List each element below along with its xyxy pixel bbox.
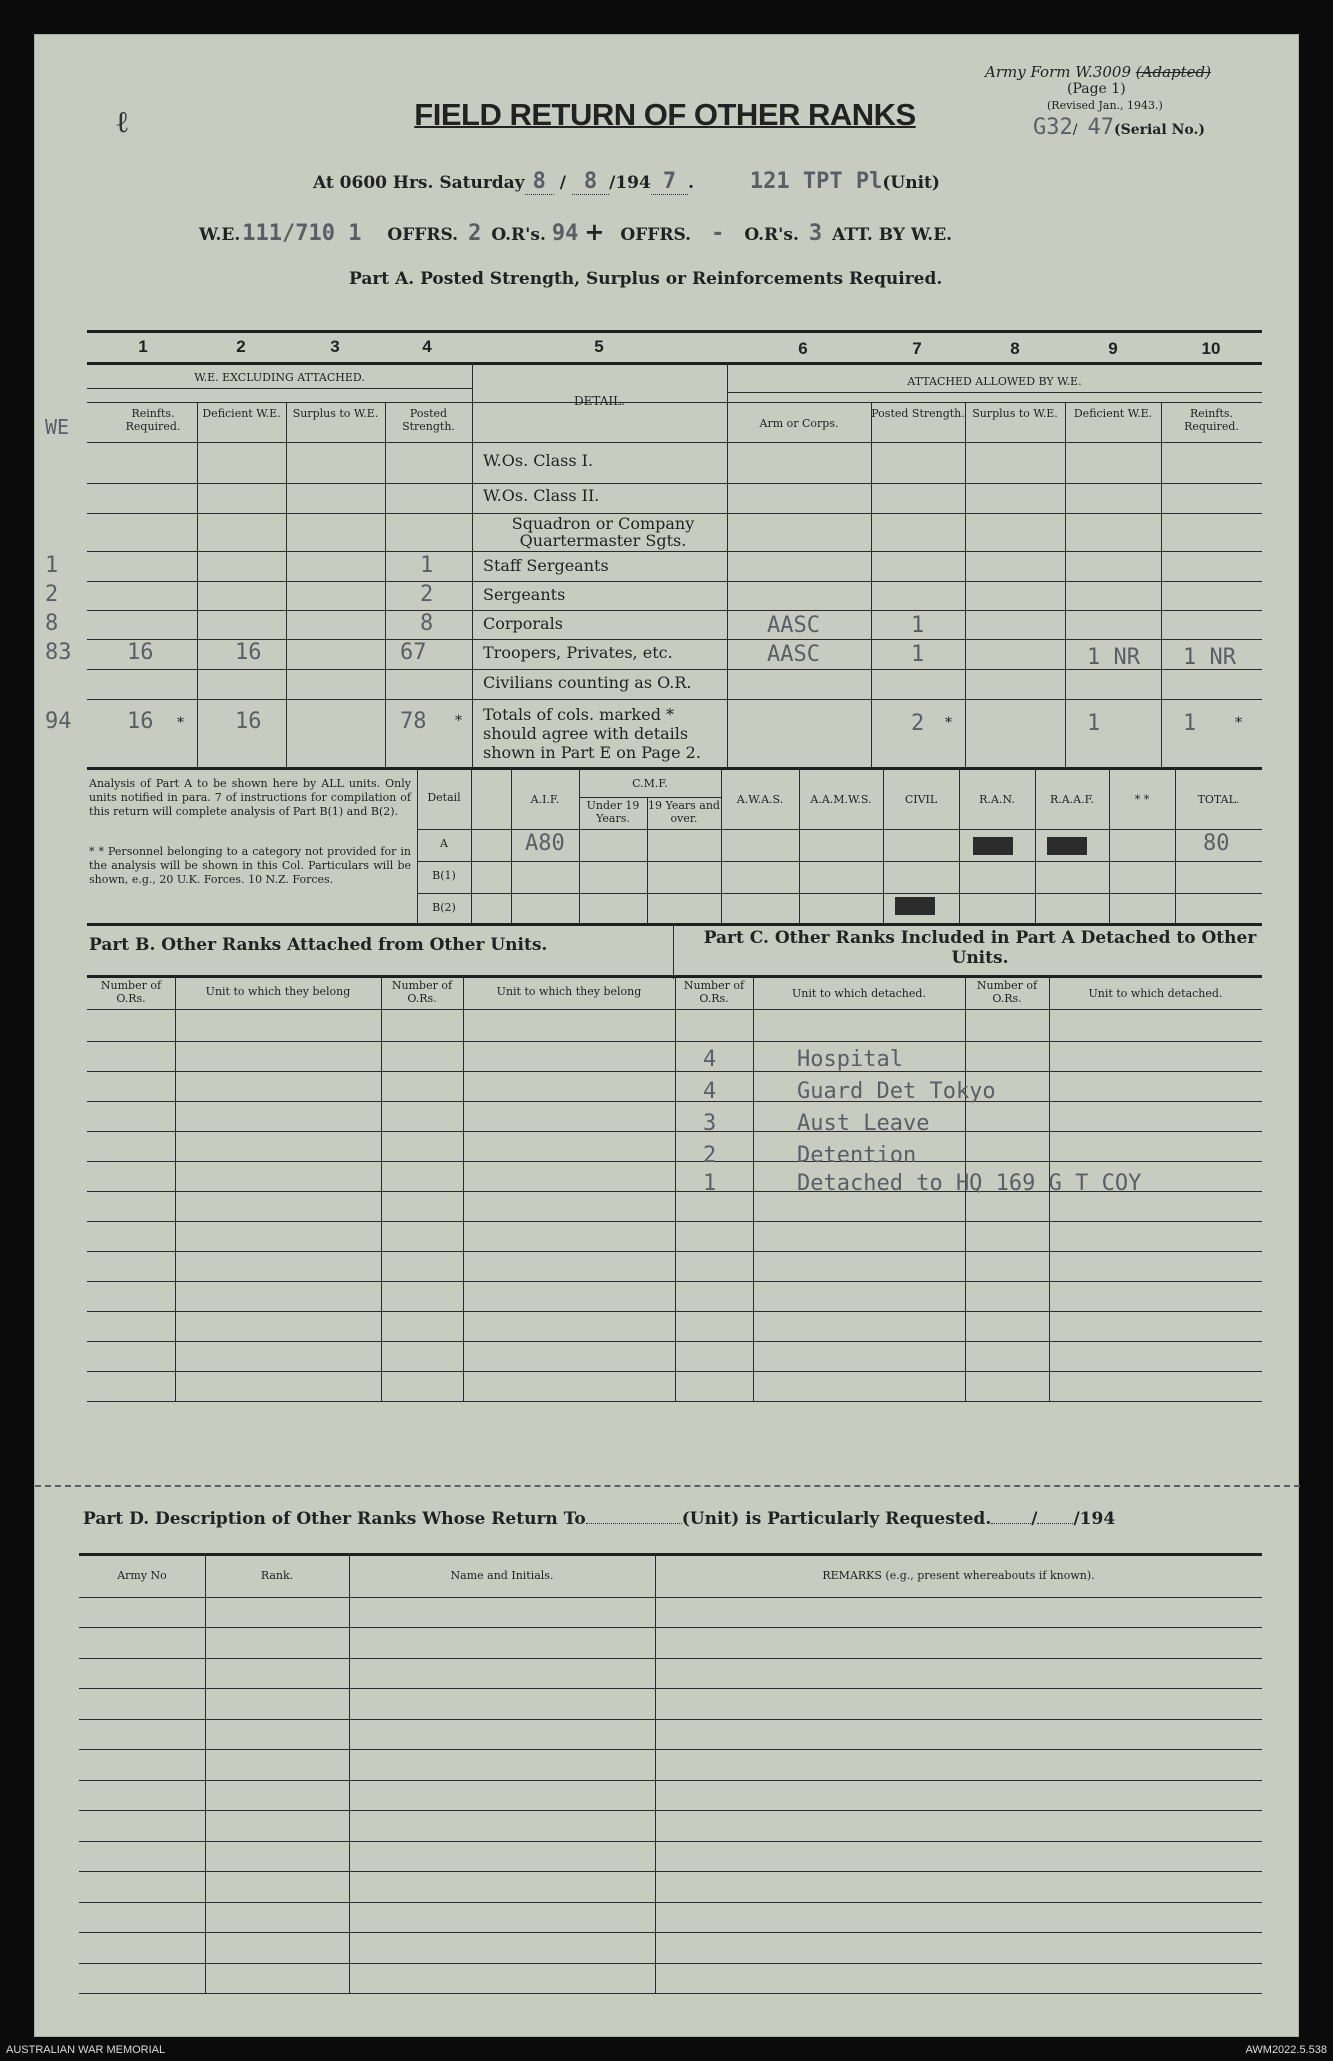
- margin-value: 2: [45, 582, 59, 607]
- detached-unit: Guard Det Tokyo: [797, 1079, 996, 1104]
- part-a-heading: Part A. Posted Strength, Surplus or Reinforcements Required.: [349, 269, 943, 289]
- col-number: 7: [912, 339, 922, 358]
- margin-value: 8: [45, 611, 59, 636]
- ruled-line: [79, 1871, 1262, 1872]
- form-number: Army Form W.3009 (Adapted): [985, 63, 1211, 81]
- time-line: At 0600 Hrs. Saturday 8 / 8 /194 7 . 121 TPT Pl(Unit): [313, 169, 940, 194]
- ruled-line: [79, 1963, 1262, 1964]
- detail-row: Sergeants: [483, 585, 566, 604]
- part-b-number-header-2: Number of O.Rs.: [391, 979, 453, 1005]
- reinfts-value: 16: [127, 640, 154, 665]
- awas-header: A.W.A.S.: [736, 793, 784, 806]
- margin-value: 83: [45, 640, 72, 665]
- ruled-line: [87, 1341, 1262, 1342]
- detached-number: 1: [703, 1171, 717, 1196]
- detail-row: Squadron or Company Quartermaster Sgts.: [511, 514, 695, 550]
- other-category-header: * *: [1134, 793, 1150, 806]
- ruled-line: [79, 1749, 1262, 1750]
- att-posted-value: 1: [911, 642, 925, 667]
- posted-strength-value: 8: [420, 611, 434, 636]
- personnel-note: * * Personnel belonging to a category not provided for in the analysis will be shown in this Col. Particulars will be shown, e.g., 20 U.K. Forces. 10 N.Z. Forces.: [89, 845, 411, 886]
- ruled-line: [87, 1401, 1262, 1402]
- arm-corps-value: AASC: [767, 613, 820, 638]
- margin-value: 94: [45, 709, 72, 734]
- detail-row: W.Os. Class I.: [483, 451, 594, 470]
- posted-strength-value: 1: [420, 553, 434, 578]
- deficient-total: 16: [235, 709, 262, 734]
- aif-a-value: A80: [525, 831, 565, 856]
- serial-number: G32/ 47(Serial No.): [1033, 115, 1205, 140]
- ruled-line: [87, 1251, 1262, 1252]
- att-deficient-we-header: Deficient W.E.: [1073, 407, 1153, 420]
- aif-header: A.I.F.: [530, 793, 560, 806]
- page-number: (Page 1): [1067, 81, 1126, 97]
- ruled-line: [79, 1841, 1262, 1842]
- ran-header: R.A.N.: [979, 793, 1015, 806]
- part-b-unit-header: Unit to which they belong: [205, 985, 351, 998]
- detail-row: Civilians counting as O.R.: [483, 673, 692, 692]
- ruled-line: [87, 1131, 1262, 1132]
- analysis-note: Analysis of Part A to be shown here by ALL units. Only units notified in para. 7 of instructions for compilation of this return will complete analysis of Part B(1) and B(2).: [89, 777, 411, 818]
- arm-corps-header: Arm or Corps.: [759, 417, 839, 430]
- posted-strength-header: Posted Strength.: [402, 407, 455, 433]
- att-reinfts-required-header: Reinfts. Required.: [1184, 407, 1239, 433]
- col-number: 4: [422, 337, 432, 356]
- detached-unit: Aust Leave: [797, 1111, 930, 1136]
- detail-row: Staff Sergeants: [483, 556, 609, 575]
- ruled-line: [79, 1810, 1262, 1811]
- we-excluding-header: W.E. EXCLUDING ATTACHED.: [194, 371, 365, 384]
- redaction: [973, 837, 1013, 855]
- cmf-header: C.M.F.: [632, 777, 668, 790]
- ruled-line: [79, 1780, 1262, 1781]
- ruled-line: [79, 1627, 1262, 1628]
- form-sheet: [34, 34, 1299, 2037]
- att-reinfts-total: 1: [1183, 711, 1197, 736]
- ruled-line: [87, 1041, 1262, 1042]
- posted-strength-value: 2: [420, 582, 434, 607]
- part-b-number-header: Number of O.Rs.: [100, 979, 162, 1005]
- analysis-row-label: A: [440, 837, 448, 850]
- ruled-line: [79, 1932, 1262, 1933]
- detached-number: 2: [703, 1143, 717, 1168]
- ruled-line: [79, 1993, 1262, 1994]
- part-c-heading: Part C. Other Ranks Included in Part A Detached to Other Units.: [703, 928, 1257, 968]
- reinfts-total: 16: [127, 709, 154, 734]
- analysis-detail-header: Detail: [427, 791, 461, 804]
- surplus-we-header: Surplus to W.E.: [292, 407, 379, 420]
- detail-header: DETAIL.: [574, 394, 625, 408]
- att-posted-total: 2: [911, 711, 925, 736]
- col-number: 1: [138, 337, 148, 356]
- footer-credit: AUSTRALIAN WAR MEMORIAL: [6, 2044, 166, 2056]
- aamws-header: A.A.M.W.S.: [810, 793, 872, 806]
- cmf-under19-header: Under 19 Years.: [586, 799, 640, 825]
- col-number: 5: [594, 337, 604, 356]
- col-number: 3: [330, 337, 340, 356]
- reinfts-required-header: Reinfts. Required.: [125, 407, 181, 433]
- ruled-line: [87, 1311, 1262, 1312]
- star-mark: *: [1235, 715, 1242, 731]
- part-b-heading: Part B. Other Ranks Attached from Other Units.: [89, 935, 548, 955]
- posted-strength-value: 67: [400, 640, 427, 665]
- part-c-unit-header-2: Unit to which detached.: [1088, 987, 1223, 1000]
- ruled-line: [87, 1161, 1262, 1162]
- part-d-heading: Part D. Description of Other Ranks Whose Return To (Unit) is Particularly Requested. / /194: [83, 1509, 1116, 1529]
- star-mark: *: [177, 715, 184, 731]
- col-number: 2: [236, 337, 246, 356]
- remarks-header: REMARKS (e.g., present whereabouts if known).: [822, 1569, 1095, 1582]
- revised-date: (Revised Jan., 1943.): [1047, 99, 1163, 112]
- deficient-we-header: Deficient W.E.: [202, 407, 281, 420]
- posted-strength-total: 78: [400, 709, 427, 734]
- perforation-line: [35, 1485, 1300, 1487]
- part-c-unit-header: Unit to which detached.: [792, 987, 926, 1000]
- ruled-line: [79, 1902, 1262, 1903]
- we-margin-label: WE: [45, 415, 70, 439]
- analysis-row-label: B(2): [432, 901, 456, 914]
- part-c-number-header: Number of O.Rs.: [683, 979, 745, 1005]
- ruled-line: [79, 1658, 1262, 1659]
- attached-allowed-header: ATTACHED ALLOWED BY W.E.: [907, 375, 1082, 388]
- analysis-row-label: B(1): [432, 869, 456, 882]
- arm-corps-value: AASC: [767, 642, 820, 667]
- ruled-line: [79, 1719, 1262, 1720]
- att-deficient-value: 1 NR: [1087, 645, 1140, 670]
- form-title: FIELD RETURN OF OTHER RANKS: [414, 97, 916, 132]
- part-c-number-header-2: Number of O.Rs.: [976, 979, 1038, 1005]
- ruled-line: [87, 1071, 1262, 1072]
- total-header: TOTAL.: [1197, 793, 1240, 806]
- col-number: 10: [1201, 339, 1221, 358]
- star-mark: *: [945, 715, 952, 731]
- att-posted-value: 1: [911, 613, 925, 638]
- name-header: Name and Initials.: [450, 1569, 554, 1582]
- detail-row: Corporals: [483, 614, 563, 633]
- ruled-line: [79, 1688, 1262, 1689]
- ruled-line: [87, 1371, 1262, 1372]
- margin-value: 1: [45, 553, 59, 578]
- detached-unit: Hospital: [797, 1047, 903, 1072]
- total-a-value: 80: [1203, 831, 1230, 856]
- att-reinfts-value: 1 NR: [1183, 645, 1236, 670]
- detached-number: 4: [703, 1079, 717, 1104]
- col-number: 9: [1108, 339, 1118, 358]
- initial-mark: ℓ: [115, 105, 130, 140]
- civil-header: CIVIL: [904, 793, 938, 806]
- ruled-line: [87, 1281, 1262, 1282]
- col-number: 8: [1010, 339, 1020, 358]
- ruled-line: [87, 1221, 1262, 1222]
- we-line: W.E.111/710 1 OFFRS. 2 O.R's. 94 + OFFRS. - O.R's. 3 ATT. BY W.E.: [199, 217, 953, 246]
- col-number: 6: [798, 339, 808, 358]
- cmf-19over-header: 19 Years and over.: [648, 799, 720, 825]
- part-b-unit-header-2: Unit to which they belong: [496, 985, 642, 998]
- deficient-value: 16: [235, 640, 262, 665]
- detached-unit: Detention: [797, 1143, 917, 1168]
- detached-unit: Detached to HQ 169 G T COY: [797, 1171, 1142, 1196]
- footer-accession: AWM2022.5.538: [1245, 2044, 1327, 2056]
- detached-number: 3: [703, 1111, 717, 1136]
- ruled-line: [87, 1101, 1262, 1102]
- totals-detail: Totals of cols. marked * should agree with details shown in Part E on Page 2.: [483, 705, 701, 762]
- att-deficient-total: 1: [1087, 711, 1101, 736]
- redaction: [895, 897, 935, 915]
- detached-number: 4: [703, 1047, 717, 1072]
- att-surplus-we-header: Surplus to W.E.: [972, 407, 1058, 420]
- detail-row: Troopers, Privates, etc.: [483, 643, 673, 662]
- star-mark: *: [455, 713, 462, 729]
- raaf-header: R.A.A.F.: [1049, 793, 1095, 806]
- army-no-header: Army No: [117, 1569, 167, 1582]
- detail-row: W.Os. Class II.: [483, 486, 600, 505]
- att-posted-strength-header: Posted Strength.: [871, 407, 965, 420]
- redaction: [1047, 837, 1087, 855]
- rank-header: Rank.: [260, 1569, 294, 1582]
